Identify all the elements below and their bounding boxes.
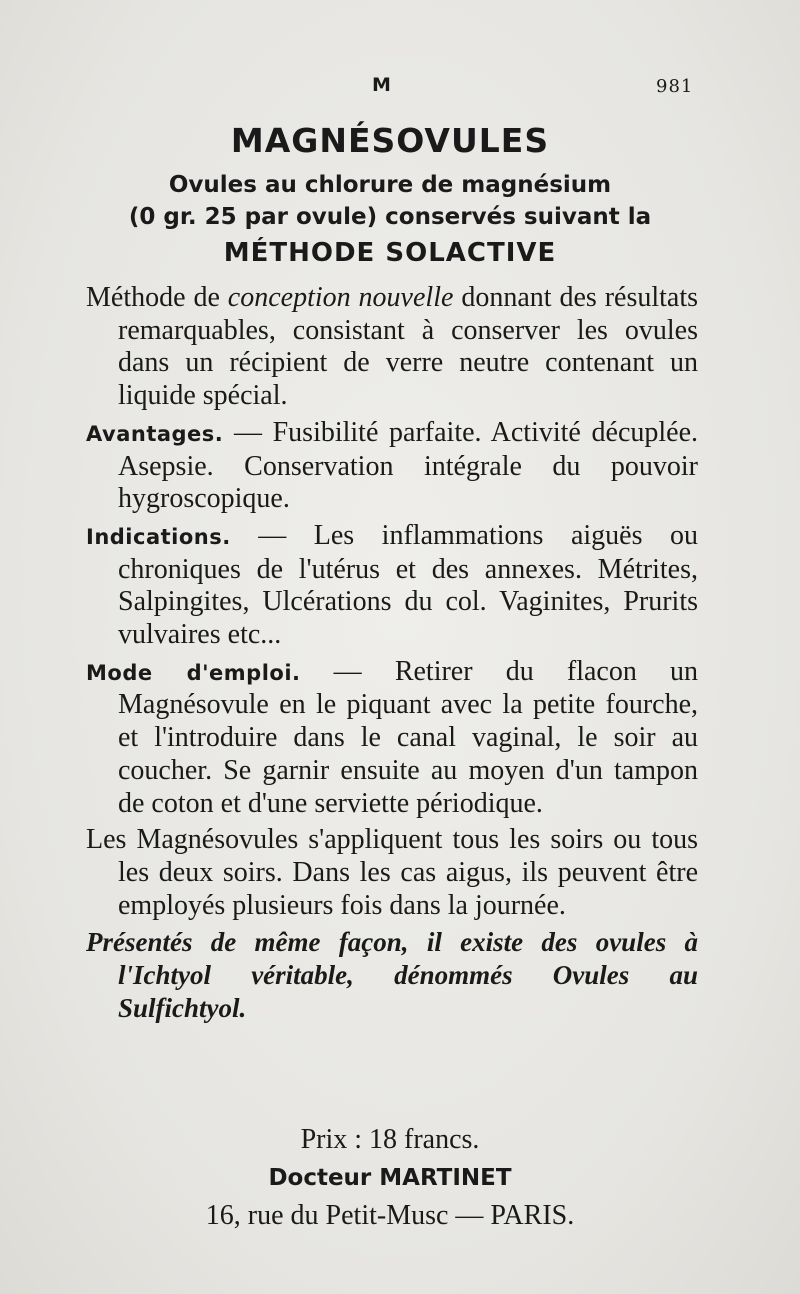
avantages-paragraph: [86, 417, 698, 516]
avantages-label: Avantages.: [86, 421, 224, 446]
avantages-text: — Fusibilité parfaite. Activité décuplée. Asepsie. Conservation intégrale du pouvoir hygroscopique.: [118, 416, 698, 515]
indications-paragraph: [86, 520, 698, 652]
method-heading: MÉTHODE SOLACTIVE: [223, 238, 557, 268]
presentes-paragraph: Présentés de même façon, il existe des ovules à l'Ichtyol véritable, dénommés Ovules au Sulfichtyol.: [86, 927, 698, 1023]
body-text: [86, 282, 698, 1028]
usage-paragraph: Les Magnésovules s'appliquent tous les soirs ou tous les deux soirs. Dans les cas aigus, ils peuvent être employés plusieurs fois dans la journée.: [86, 824, 698, 921]
mode-emploi-paragraph: [86, 656, 698, 821]
subtitle-line-2: (0 gr. 25 par ovule) conservés suivant la: [128, 204, 652, 230]
product-title: MAGNÉSOVULES: [230, 121, 550, 160]
address: 16, rue du Petit-Musc — PARIS.: [205, 1200, 575, 1231]
intro-before: Méthode de: [86, 282, 228, 313]
mode-emploi-label: Mode d'emploi.: [86, 660, 301, 685]
page-number: 981: [656, 76, 694, 97]
indications-text: — Les inflammations aiguës ou chroniques de l'utérus et des annexes. Métrites, Salpingites, Ulcérations du col. Vaginites, Prurits vulvaires etc...: [118, 519, 698, 651]
mode-emploi-text: — Retirer du flacon un Magnésovule en le piquant avec la petite fourche, et l'introduire dans le canal vaginal, le soir au coucher. Se garnir ensuite au moyen d'un tampon de coton et d'une serviette périodique.: [118, 655, 698, 819]
intro-paragraph: [86, 282, 698, 413]
intro-after: donnant des résultats remarquables, consistant à conserver les ovules dans un récipient de verre neutre contenant un liquide spécial.: [118, 282, 698, 412]
doctor-name: Docteur MARTINET: [268, 1165, 512, 1191]
subtitle-line-1: Ovules au chlorure de magnésium: [168, 172, 612, 198]
section-letter: M: [372, 74, 391, 96]
indications-label: Indications.: [86, 524, 231, 549]
price: Prix : 18 francs.: [300, 1124, 480, 1155]
intro-italic: conception nouvelle: [227, 282, 454, 313]
